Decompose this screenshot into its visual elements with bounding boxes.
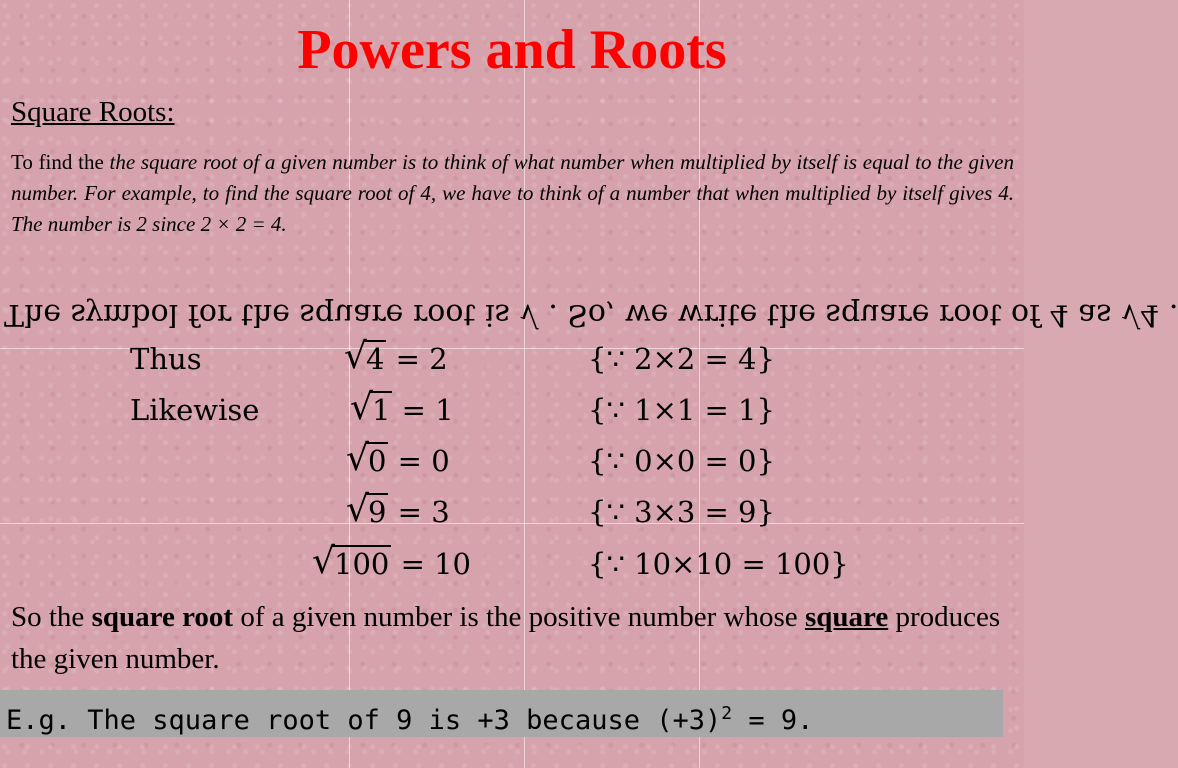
page-title: Powers and Roots <box>297 19 727 81</box>
section-heading: Square Roots: <box>11 96 175 128</box>
intro-italic: the square root of a given number is to think of what number when multiplied by itself is equal to the given number. For example, to find the square root of 4, we have to think of a number that when multiplied by itself gives 4. The number is 2 since 2 × 2 = 4. <box>11 150 1015 236</box>
example-equation <box>352 495 450 529</box>
example-reason: {∵ 3×3 = 9} <box>588 495 775 529</box>
example-row <box>0 389 1024 435</box>
example-label: Likewise <box>130 393 260 427</box>
example-row <box>0 338 1024 384</box>
radicand: 100 <box>334 547 390 581</box>
example-equation <box>350 342 448 376</box>
example-result: = 0 <box>397 444 450 478</box>
example-result: = 10 <box>400 547 471 581</box>
intro-paragraph <box>11 147 1014 240</box>
sqrt-icon <box>350 342 386 376</box>
example-reason: {∵ 10×10 = 100} <box>588 547 849 581</box>
example-label: Thus <box>130 342 202 376</box>
example-equation <box>352 444 450 478</box>
radicand: 4 <box>366 342 385 376</box>
intro-lead: To find the <box>11 150 104 174</box>
example-box-text: E.g. The square root of 9 is +3 because (+3) <box>6 705 722 736</box>
example-reason: {∵ 2×2 = 4} <box>588 342 775 376</box>
example-reason: {∵ 0×0 = 0} <box>588 444 775 478</box>
sqrt-icon <box>318 547 391 581</box>
example-box-exponent: 2 <box>721 703 733 724</box>
example-equation <box>318 547 471 581</box>
radicand: 1 <box>372 393 391 427</box>
summary-text: So the <box>11 601 92 633</box>
sqrt-icon <box>352 495 388 529</box>
sqrt-icon <box>352 444 388 478</box>
summary-underlined-term: square <box>804 601 889 633</box>
summary-text: of a given number is the positive number whose <box>233 601 805 633</box>
summary-text: produces the given number. <box>11 601 1001 675</box>
radicand: 0 <box>368 444 387 478</box>
example-result: = 2 <box>395 342 448 376</box>
example-box-tail: = 9. <box>732 705 814 736</box>
summary-paragraph <box>11 596 1011 680</box>
example-equation <box>356 393 454 427</box>
example-row <box>0 440 1024 486</box>
example-reason: {∵ 1×1 = 1} <box>588 393 775 427</box>
example-box <box>0 690 1003 737</box>
example-row <box>0 491 1024 537</box>
example-result: = 3 <box>397 495 450 529</box>
example-row <box>0 543 1024 589</box>
example-result: = 1 <box>401 393 454 427</box>
radicand: 9 <box>368 495 387 529</box>
mirrored-symbol-line: The symbol for the square root is √ . So, we write the square root of 4 as √4 . <box>4 297 1178 332</box>
sqrt-icon <box>356 393 392 427</box>
summary-bold-term: square root <box>91 601 234 633</box>
